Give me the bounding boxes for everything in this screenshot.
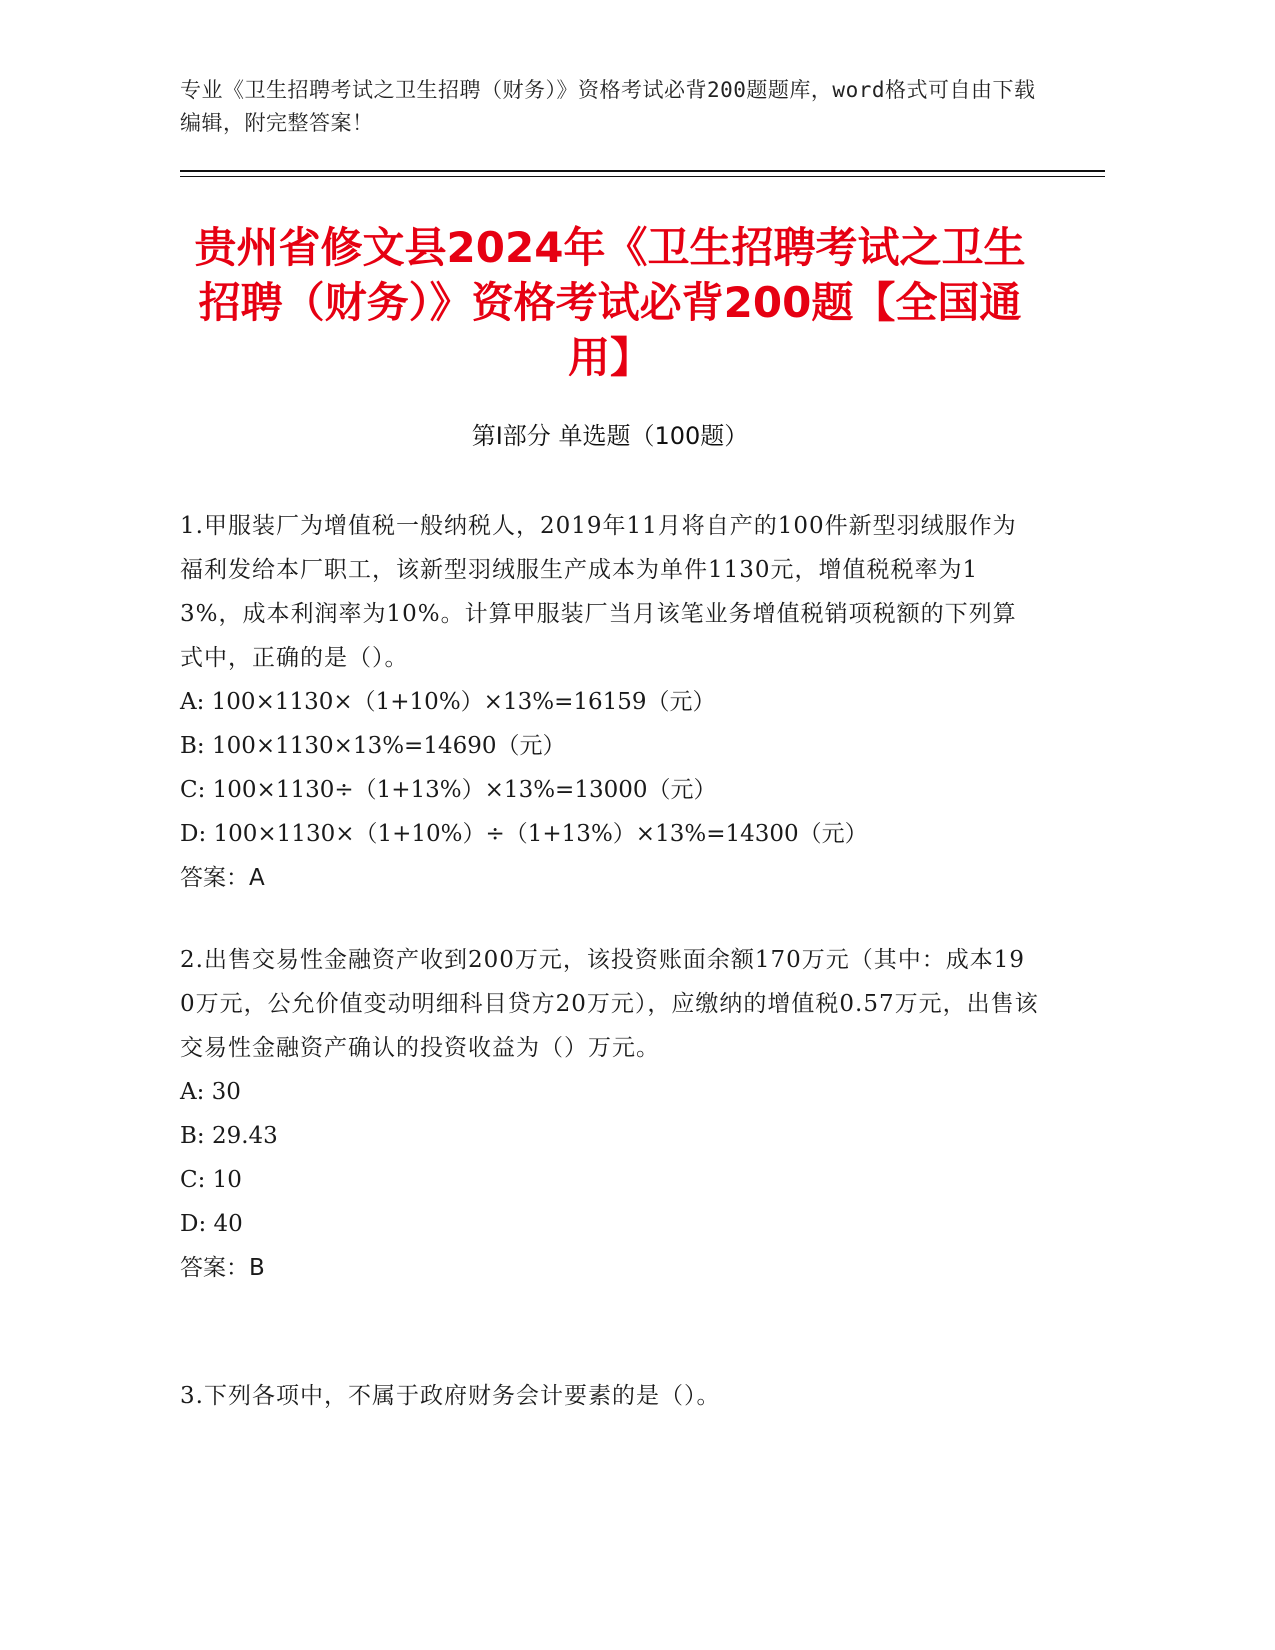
- question-stem: 3.下列各项中，不属于政府财务会计要素的是（）。: [180, 1383, 721, 1409]
- answer-label: 答案：B: [180, 1255, 265, 1281]
- option-c: C: 10: [180, 1167, 242, 1193]
- question-item: [180, 938, 1040, 1290]
- option-c: C: 100×1130÷（1+13%）×13%=13000（元）: [180, 777, 717, 803]
- answer-label: 答案：A: [180, 865, 265, 891]
- section-title: 第Ⅰ部分 单选题（100题）: [471, 422, 749, 450]
- header-note: 专业《卫生招聘考试之卫生招聘（财务）》资格考试必背200题题库，word格式可自由下载编辑，附完整答案！: [180, 78, 1036, 135]
- question-stem: 1.甲服装厂为增值税一般纳税人，2019年11月将自产的100件新型羽绒服作为福利发给本厂职工，该新型羽绒服生产成本为单件1130元，增值税税率为13%，成本利润率为10%。计算甲服装厂当月该笔业务增值税销项税额的下列算式中，正确的是（）。: [180, 513, 1017, 671]
- option-d: D: 40: [180, 1211, 243, 1237]
- question-item: [180, 1374, 1040, 1418]
- option-b: B: 29.43: [180, 1123, 278, 1149]
- option-d: D: 100×1130×（1+10%）÷（1+13%）×13%=14300（元）: [180, 821, 868, 847]
- question-stem: 2.出售交易性金融资产收到200万元，该投资账面余额170万元（其中：成本190万元，公允价值变动明细科目贷方20万元），应缴纳的增值税0.57万元，出售该交易性金融资产确认的投资收益为（）万元。: [180, 947, 1039, 1061]
- option-a: A: 100×1130×（1+10%）×13%=16159（元）: [180, 689, 716, 715]
- option-a: A: 30: [180, 1079, 241, 1105]
- header-divider-thin: [180, 176, 1105, 177]
- question-item: [180, 504, 1040, 900]
- option-b: B: 100×1130×13%=14690（元）: [180, 733, 566, 759]
- document-title: 贵州省修文县2024年《卫生招聘考试之卫生招聘（财务）》资格考试必背200题【全国通用】: [194, 223, 1026, 382]
- header-divider-thick: [180, 170, 1105, 172]
